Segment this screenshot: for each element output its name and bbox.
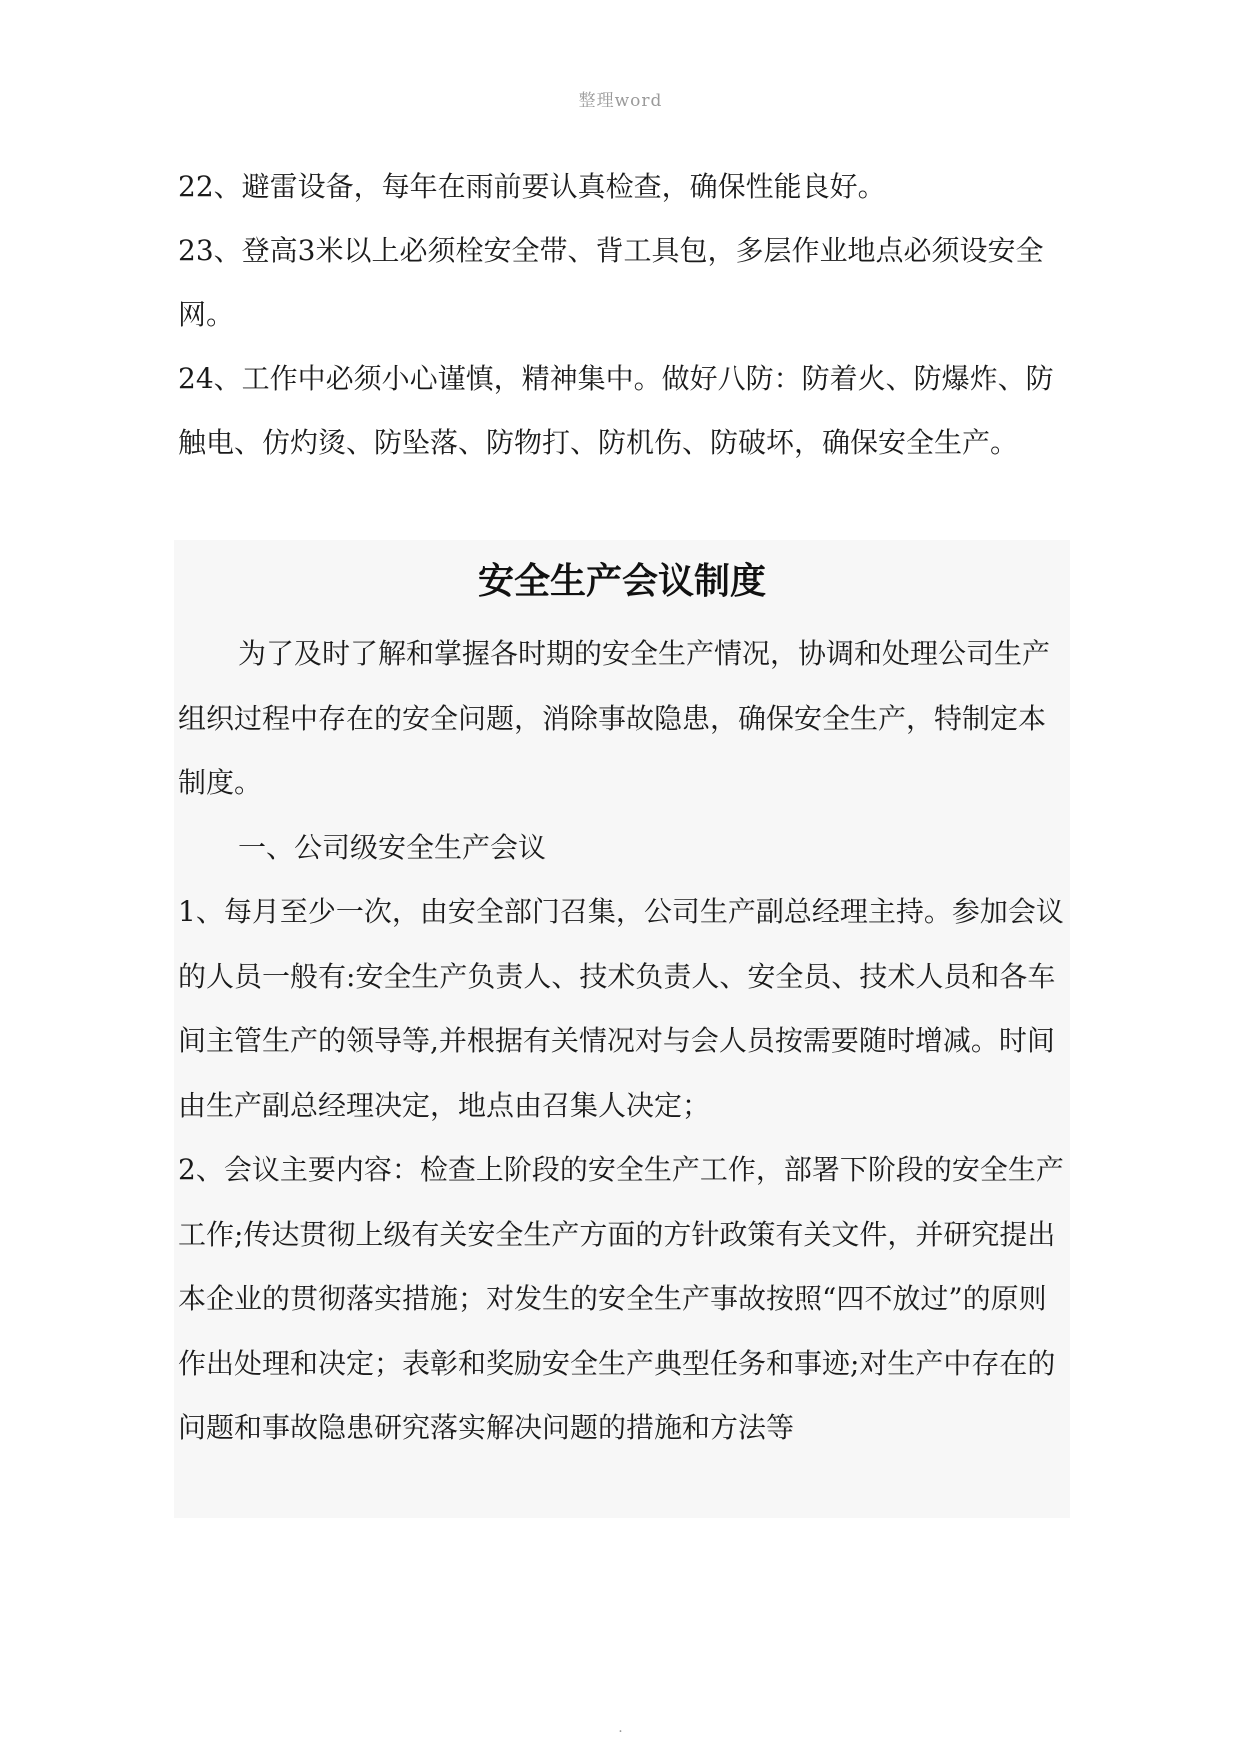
page-footer: .: [618, 1720, 623, 1736]
meeting-system-section: [174, 540, 1070, 1518]
list-item: 23、登高3米以上必须栓安全带、背工具包，多层作业地点必须设安全网。: [178, 234, 1044, 331]
section-title: 安全生产会议制度: [477, 561, 766, 602]
page-header: 整理word: [578, 91, 663, 111]
intro-paragraph: 为了及时了解和掌握各时期的安全生产情况，协调和处理公司生产组织过程中存在的安全问题，消除事故隐患，确保安全生产，特制定本制度。: [178, 637, 1051, 799]
top-item-list: [178, 155, 1078, 475]
list-item: 22、避雷设备，每年在雨前要认真检查，确保性能良好。: [178, 170, 886, 203]
list-item: 24、工作中必须小心谨慎，精神集中。做好八防：防着火、防爆炸、防触电、仿灼烫、防坠落、防物打、防机伤、防破坏，确保安全生产。: [178, 362, 1054, 459]
list-item: 2、会议主要内容：检查上阶段的安全生产工作，部署下阶段的安全生产工作;传达贯彻上级有关安全生产方面的方针政策有关文件，并研究提出本企业的贯彻落实措施；对发生的安全生产事故按照“四不放过”的原则作出处理和决定；表彰和奖励安全生产典型任务和事迹;对生产中存在的问题和事故隐患研究落实解决问题的措施和方法等: [178, 1153, 1064, 1444]
subheading: 一、公司级安全生产会议: [238, 830, 547, 864]
list-item: 1、每月至少一次，由安全部门召集，公司生产副总经理主持。参加会议的人员一般有:安全生产负责人、技术负责人、安全员、技术人员和各车间主管生产的领导等,并根据有关情况对与会人员按需要随时增减。时间由生产副总经理决定，地点由召集人决定；: [178, 895, 1064, 1122]
section-body: [178, 622, 1068, 1461]
